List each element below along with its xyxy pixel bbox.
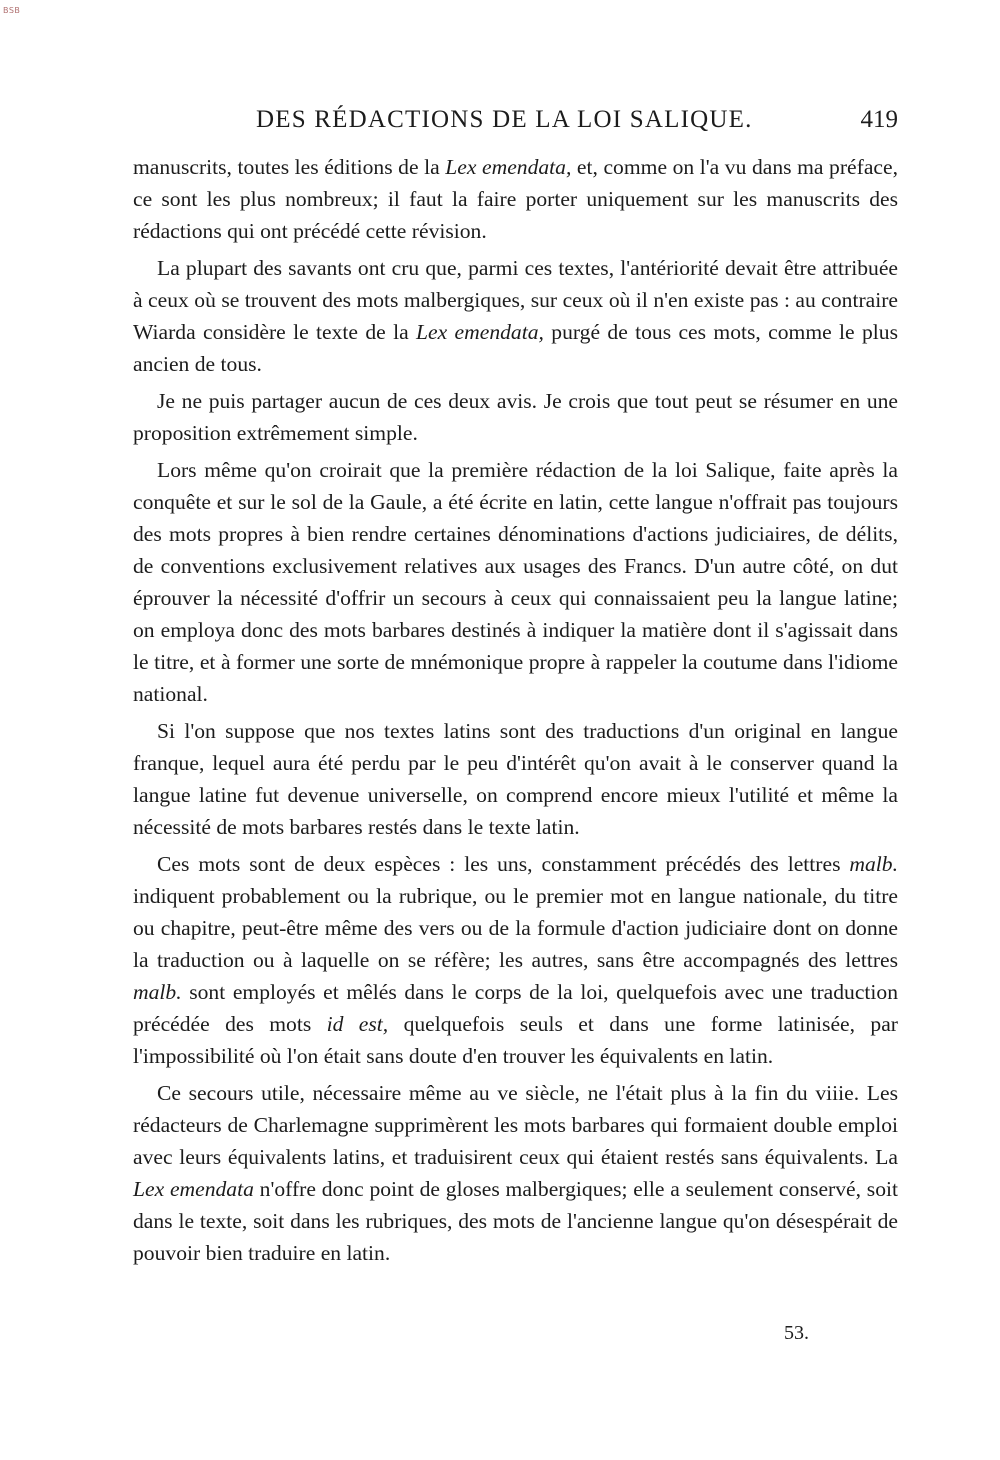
text-run: La plupart des savants ont cru que, parmi ces textes, l'antériorité devait être attribuée à ceux où se trouvent des mots malbergiques, sur ceux où il n'en existe pas : au contraire Wiarda considère le texte de la: [133, 256, 898, 344]
text-run: et, comme on l'a vu dans ma préface, ce sont les plus nombreux; il faut la faire porter uniquement sur les manuscrits des rédactions qui ont précédé cette révision.: [133, 155, 898, 243]
paragraph: [133, 1077, 898, 1269]
paragraph: [133, 848, 898, 1072]
text-run: Ces mots sont de deux espèces : les uns, constamment précédés des lettres: [157, 852, 850, 876]
paragraph: [133, 151, 898, 247]
running-head: [133, 106, 898, 142]
text-run: indiquent probablement ou la rubrique, ou le premier mot en langue nationale, du titre ou chapitre, peut-être même des vers ou de la formule d'action judiciaire dont on donne la traduction ou à laquelle on se réfère; les autres, sans être accompagnés des lettres: [133, 884, 898, 972]
text-run: Si l'on suppose que nos textes latins sont des traductions d'un original en langue franque, lequel aura été perdu par le peu d'intérêt qu'on avait à le conserver quand la langue latine fut devenue universelle, on comprend encore mieux l'utilité et même la nécessité de mots barbares restés dans le texte latin.: [133, 719, 898, 839]
text-run: n'offre donc point de gloses malbergiques; elle a seulement conservé, soit dans le texte, soit dans les rubriques, des mots de l'ancienne langue qu'on désespérait de pouvoir bien traduire en latin.: [133, 1177, 898, 1265]
italic-term: Lex emendata: [133, 1177, 254, 1201]
body-text: [133, 151, 898, 1274]
paragraph: [133, 385, 898, 449]
text-run: quelquefois seuls et dans une forme latinisée, par l'impossibilité où l'on était sans doute d'en trouver les équivalents en latin.: [133, 1012, 898, 1068]
text-run: purgé de tous ces mots, comme le plus ancien de tous.: [133, 320, 898, 376]
italic-term: malb.: [849, 852, 898, 876]
text-run: manuscrits, toutes les éditions de la: [133, 155, 446, 179]
running-title: DES RÉDACTIONS DE LA LOI SALIQUE.: [256, 106, 753, 133]
italic-term: Lex emendata,: [416, 320, 544, 344]
page-number: 419: [860, 106, 898, 133]
library-watermark: BSB: [3, 6, 21, 15]
paragraph: [133, 715, 898, 843]
italic-term: Lex emendata,: [445, 155, 572, 179]
italic-term: id est,: [326, 1012, 389, 1036]
italic-term: malb.: [133, 980, 182, 1004]
text-run: sont employés et mêlés dans le corps de la loi, quelquefois avec une traduction précédée des mots: [133, 980, 898, 1036]
text-run: Je ne puis partager aucun de ces deux avis. Je crois que tout peut se résumer en une proposition extrêmement simple.: [133, 389, 898, 445]
signature-mark: 53.: [784, 1322, 809, 1344]
text-run: Ce secours utile, nécessaire même au ve siècle, ne l'était plus à la fin du viiie. Les rédacteurs de Charlemagne supprimèrent les mots barbares qui formaient double emploi avec leurs équivalents latins, et traduisirent ceux qui étaient restés sans équivalents. La: [133, 1081, 898, 1169]
paragraph: [133, 454, 898, 710]
paragraph: [133, 252, 898, 380]
text-run: Lors même qu'on croirait que la première rédaction de la loi Salique, faite après la conquête et sur le sol de la Gaule, a été écrite en latin, cette langue n'offrait pas toujours des mots propres à bien rendre certaines dénominations d'actions judiciaires, de délits, de conventions exclusivement relatives aux usages des Francs. D'un autre côté, on dut éprouver la nécessité d'offrir un secours à ceux qui connaissaient peu la langue latine; on employa donc des mots barbares destinés à indiquer la matière dont il s'agissait dans le titre, et à former une sorte de mnémonique propre à rappeler la coutume dans l'idiome national.: [133, 458, 898, 706]
